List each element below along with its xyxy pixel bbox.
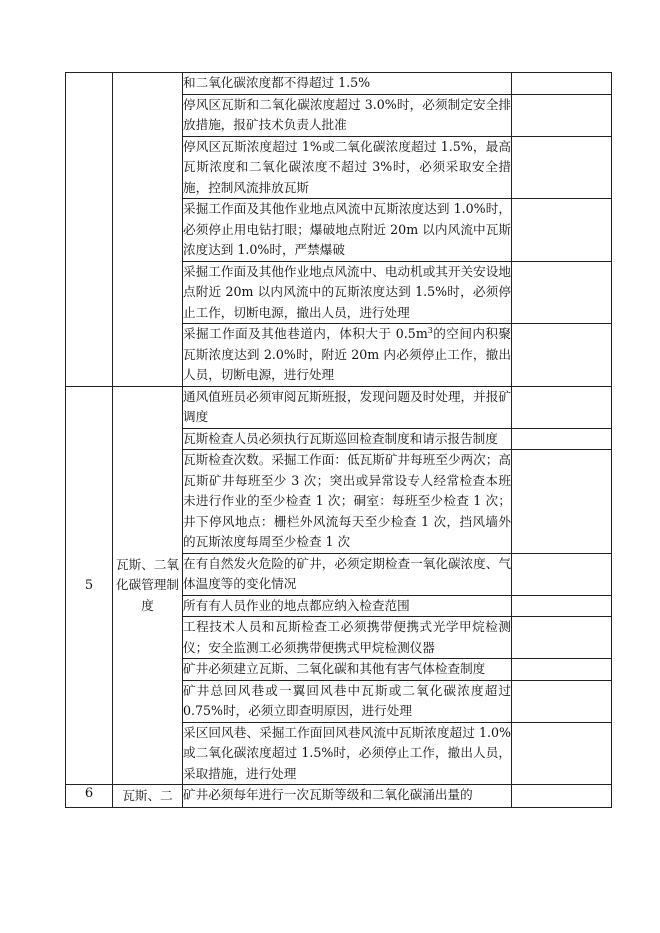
check-cell	[512, 428, 612, 450]
check-cell	[512, 722, 612, 785]
table-row	[66, 73, 612, 95]
requirement-cell: 矿井必须每年进行一次瓦斯等级和二氧化碳涌出量的	[183, 785, 512, 808]
check-cell	[512, 324, 612, 387]
check-cell	[512, 261, 612, 324]
check-cell	[512, 680, 612, 722]
table-row	[66, 785, 612, 808]
category-name-cell: 瓦斯、二氧化碳管理制度	[113, 386, 183, 785]
standards-table	[65, 72, 612, 808]
category-name-cell	[113, 73, 183, 387]
check-cell	[512, 199, 612, 262]
check-cell	[512, 136, 612, 199]
requirement-cell: 停风区瓦斯和二氧化碳浓度超过 3.0%时，必须制定安全排放措施，报矿技术负责人批准	[183, 94, 512, 136]
check-cell	[512, 386, 612, 428]
check-cell	[512, 94, 612, 136]
requirement-cell	[183, 324, 512, 387]
requirement-cell: 在有自然发火危险的矿井，必须定期检查一氧化碳浓度、气体温度等的变化情况	[183, 553, 512, 595]
requirement-cell: 采掘工作面及其他作业地点风流中、电动机或其开关安设地点附近 20m 以内风流中的瓦斯浓度达到 1.5%时，必须停止工作，切断电源，撤出人员，进行处理	[183, 261, 512, 324]
superscript-exponent: 3	[427, 325, 433, 335]
check-cell	[512, 617, 612, 659]
requirement-cell: 采掘工作面及其他作业地点风流中瓦斯浓度达到 1.0%时，必须停止用电钻打眼；爆破地点附近 20m 以内风流中瓦斯浓度达到 1.0%时，严禁爆破	[183, 199, 512, 262]
check-cell	[512, 659, 612, 681]
requirement-text: 采掘工作面及其他巷道内，体积大于 0.5m	[183, 326, 428, 341]
check-cell	[512, 595, 612, 617]
table-row	[66, 386, 612, 428]
requirement-cell: 瓦斯检查人员必须执行瓦斯巡回检查制度和请示报告制度	[183, 428, 512, 450]
requirement-cell: 所有有人员作业的地点都应纳入检查范围	[183, 595, 512, 617]
category-name-cell: 瓦斯、二	[113, 785, 183, 808]
requirement-cell: 瓦斯检查次数。采掘工作面：低瓦斯矿井每班至少两次；高瓦斯矿井每班至少 3 次；突出或异常设专人经常检查本班未进行作业的至少检查 1 次；硐室：每班至少检查 1 次；井下停风地点：栅栏外风流每天至少检查 1 次，挡风墙外的瓦斯浓度每周至少检查 1 次	[183, 450, 512, 554]
requirement-cell: 工程技术人员和瓦斯检查工必须携带便携式光学甲烷检测仪；安全监测工必须携带便携式甲烷检测仪器	[183, 617, 512, 659]
requirement-cell: 矿井必须建立瓦斯、二氧化碳和其他有害气体检查制度	[183, 659, 512, 681]
row-number-cell: 6	[66, 785, 113, 808]
requirement-cell: 通风值班员必须审阅瓦斯班报，发现问题及时处理，并报矿调度	[183, 386, 512, 428]
requirement-cell: 采区回风巷、采掘工作面回风巷风流中瓦斯浓度超过 1.0%或二氧化碳浓度超过 1.5%时，必须停止工作，撤出人员，采取措施，进行处理	[183, 722, 512, 785]
row-number-cell: 5	[66, 386, 113, 785]
check-cell	[512, 785, 612, 808]
requirement-cell: 停风区瓦斯浓度超过 1%或二氧化碳浓度超过 1.5%，最高瓦斯浓度和二氧化碳浓度不超过 3%时，必须采取安全措施，控制风流排放瓦斯	[183, 136, 512, 199]
requirement-cell: 矿井总回风巷或一翼回风巷中瓦斯或二氧化碳浓度超过 0.75%时，必须立即查明原因，进行处理	[183, 680, 512, 722]
check-cell	[512, 553, 612, 595]
check-cell	[512, 73, 612, 95]
row-number-cell	[66, 73, 113, 387]
requirement-text: 的空间内积聚瓦斯浓度达到 2.0%时，附近 20m 内必须停止工作，撤出人员，切断电源，进行处理	[183, 326, 511, 382]
check-cell	[512, 450, 612, 554]
requirement-cell: 和二氧化碳浓度都不得超过 1.5%	[183, 73, 512, 95]
